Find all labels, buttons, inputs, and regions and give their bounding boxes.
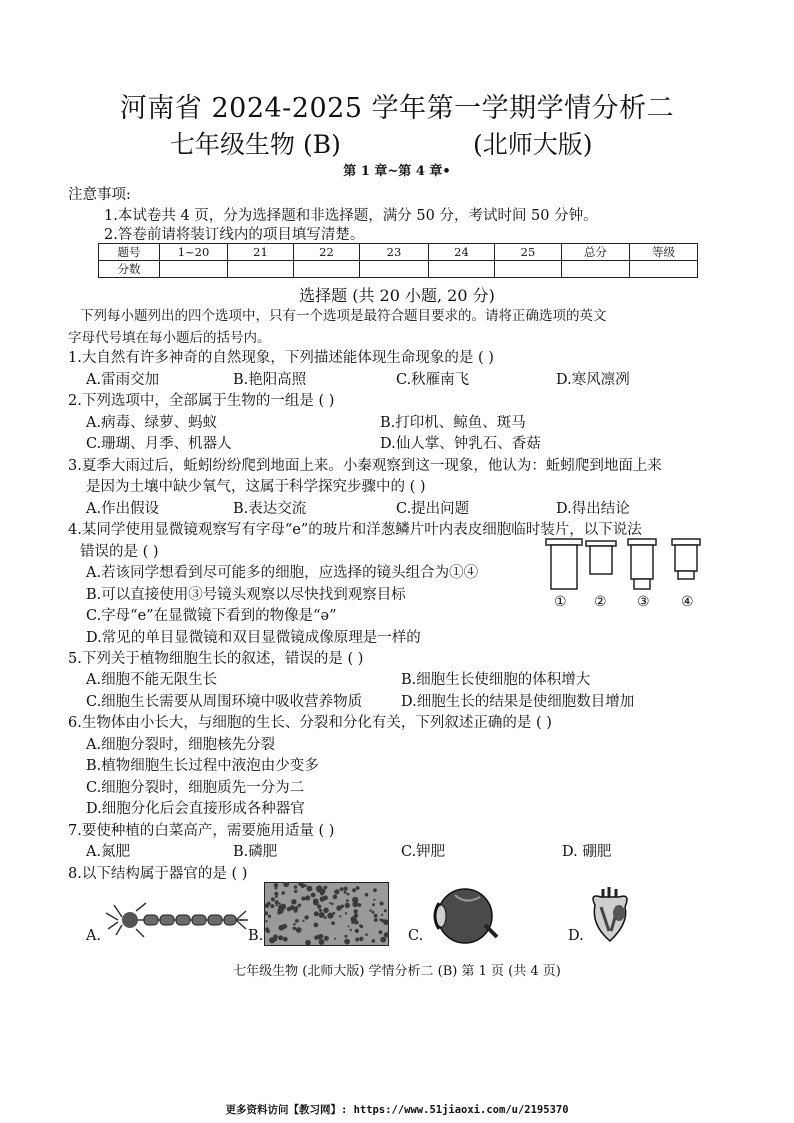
q5-option-b[interactable]: B.细胞生长使细胞的体积增大	[401, 672, 591, 688]
eyeball-image	[425, 885, 500, 947]
question-1-stem: 1.大自然有许多神奇的自然现象，下列描述能体现生命现象的是 ( )	[68, 350, 494, 366]
question-6-stem: 6.生物体由小长大，与细胞的生长、分裂和分化有关，下列叙述正确的是 ( )	[68, 715, 552, 731]
q3-option-d[interactable]: D.得出结论	[556, 501, 630, 517]
question-7-stem: 7.要使种植的白菜高产，需要施用适量 ( )	[68, 823, 335, 839]
lens-1-icon	[546, 539, 582, 589]
lens-label-4: ④	[681, 594, 694, 610]
q2-option-a[interactable]: A.病毒、绿萝、蚂蚁	[86, 415, 218, 431]
question-2-stem: 2.下列选项中，全部属于生物的一组是 ( )	[68, 393, 335, 409]
q1-option-d[interactable]: D.寒风凛冽	[556, 372, 630, 388]
table-cell: 总分	[562, 244, 630, 261]
q1-option-b[interactable]: B.艳阳高照	[233, 372, 307, 388]
exam-subtitle-edition: (北师大版)	[473, 130, 593, 159]
chapter-range: 第 1 章~第 4 章•	[343, 164, 451, 179]
q2-option-c[interactable]: C.珊瑚、月季、机器人	[86, 436, 232, 452]
lens-label-1: ①	[554, 594, 567, 610]
score-table-score-row	[99, 261, 698, 278]
neuron-image	[100, 895, 250, 945]
q8-option-d[interactable]: D.	[568, 928, 584, 944]
question-3-stem-line1: 3.夏季大雨过后，蚯蚓纷纷爬到地面上来。小秦观察到这一现象，他认为：蚯蚓爬到地面上来	[68, 458, 662, 474]
q7-option-c[interactable]: C.钾肥	[401, 844, 446, 860]
question-8-stem: 8.以下结构属于器官的是 ( )	[68, 866, 248, 882]
score-input-cell[interactable]	[228, 261, 294, 278]
section-instruction-2: 字母代号填在每小题后的括号内。	[68, 330, 271, 346]
score-input-cell[interactable]	[495, 261, 562, 278]
q7-option-a[interactable]: A.氮肥	[86, 844, 131, 860]
exam-title: 河南省 2024-2025 学年第一学期学情分析二	[119, 93, 675, 124]
q6-option-a[interactable]: A.细胞分裂时，细胞核先分裂	[86, 737, 276, 753]
question-4-stem-line2: 错误的是 ( )	[80, 544, 159, 560]
q1-option-a[interactable]: A.雷雨交加	[86, 372, 160, 388]
section-title: 选择题 (共 20 小题, 20 分)	[299, 286, 495, 305]
table-cell: 1~20	[160, 244, 228, 261]
q2-option-b[interactable]: B.打印机、鲸鱼、斑马	[380, 415, 526, 431]
q4-option-b[interactable]: B.可以直接使用③号镜头观察以尽快找到观察目标	[86, 587, 406, 603]
section-instruction-1: 下列每小题列出的四个选项中，只有一个选项是最符合题目要求的。请将正确选项的英文	[80, 308, 607, 324]
table-cell: 23	[360, 244, 429, 261]
score-input-cell[interactable]	[360, 261, 429, 278]
score-input-cell[interactable]	[562, 261, 630, 278]
q2-option-d[interactable]: D.仙人掌、钟乳石、香菇	[380, 436, 541, 452]
q6-option-d[interactable]: D.细胞分化后会直接形成各种器官	[86, 801, 305, 817]
score-input-cell[interactable]	[630, 261, 698, 278]
q3-option-c[interactable]: C.提出问题	[396, 501, 470, 517]
table-cell: 题号	[99, 244, 160, 261]
q3-option-a[interactable]: A.作出假设	[86, 501, 160, 517]
table-cell: 21	[228, 244, 294, 261]
q7-option-d[interactable]: D. 硼肥	[562, 844, 612, 860]
question-3-stem-line2: 是因为土壤中缺少氧气，这属于科学探究步骤中的 ( )	[86, 479, 426, 495]
lens-2-icon	[586, 541, 616, 574]
q7-option-b[interactable]: B.磷肥	[233, 844, 278, 860]
q8-option-a[interactable]: A.	[86, 928, 102, 944]
q4-option-a[interactable]: A.若该同学想看到尽可能多的细胞，应选择的镜头组合为①④	[86, 565, 479, 581]
q6-option-c[interactable]: C.细胞分裂时，细胞质先一分为二	[86, 780, 305, 796]
notes-heading: 注意事项:	[68, 187, 131, 203]
lens-3-icon	[628, 539, 656, 589]
page-footer: 七年级生物 (北师大版) 学情分析二 (B) 第 1 页 (共 4 页)	[233, 964, 561, 979]
note-item-2: 2.答卷前请将装订线内的项目填写清楚。	[104, 227, 365, 243]
q5-option-c[interactable]: C.细胞生长需要从周围环境中吸收营养物质	[86, 694, 363, 710]
table-cell: 22	[294, 244, 360, 261]
q4-option-c[interactable]: C.字母“e”在显微镜下看到的物像是“ə”	[86, 608, 337, 624]
q6-option-b[interactable]: B.植物细胞生长过程中液泡由少变多	[86, 758, 319, 774]
q1-option-c[interactable]: C.秋雁南飞	[396, 372, 470, 388]
tissue-image	[264, 882, 389, 946]
q4-option-d[interactable]: D.常见的单目显微镜和双目显微镜成像原理是一样的	[86, 630, 421, 646]
table-cell: 等级	[630, 244, 698, 261]
heart-image	[585, 883, 635, 947]
score-table	[98, 243, 698, 278]
note-item-1: 1.本试卷共 4 页，分为选择题和非选择题，满分 50 分，考试时间 50 分钟。	[104, 208, 598, 224]
lens-label-2: ②	[594, 594, 607, 610]
lens-label-3: ③	[637, 594, 650, 610]
q5-option-d[interactable]: D.细胞生长的结果是使细胞数目增加	[401, 694, 635, 710]
q8-option-b[interactable]: B.	[248, 928, 264, 944]
question-4-stem-line1: 4.某同学使用显微镜观察写有字母“e”的玻片和洋葱鳞片叶内表皮细胞临时装片，以下说法	[68, 522, 642, 538]
lens-4-icon	[672, 539, 700, 579]
score-input-cell[interactable]	[429, 261, 495, 278]
table-cell: 分数	[99, 261, 160, 278]
q8-option-c[interactable]: C.	[408, 928, 424, 944]
exam-subtitle-grade: 七年级生物 (B)	[170, 130, 341, 159]
table-cell: 25	[495, 244, 562, 261]
table-cell: 24	[429, 244, 495, 261]
score-table-header-row	[99, 244, 698, 261]
watermark-url[interactable]: 更多资料访问【教习网】: https://www.51jiaoxi.com/u/2195370	[225, 1104, 569, 1116]
score-input-cell[interactable]	[294, 261, 360, 278]
question-5-stem: 5.下列关于植物细胞生长的叙述，错误的是 ( )	[68, 651, 364, 667]
score-input-cell[interactable]	[160, 261, 228, 278]
q3-option-b[interactable]: B.表达交流	[233, 501, 307, 517]
q5-option-a[interactable]: A.细胞不能无限生长	[86, 672, 218, 688]
